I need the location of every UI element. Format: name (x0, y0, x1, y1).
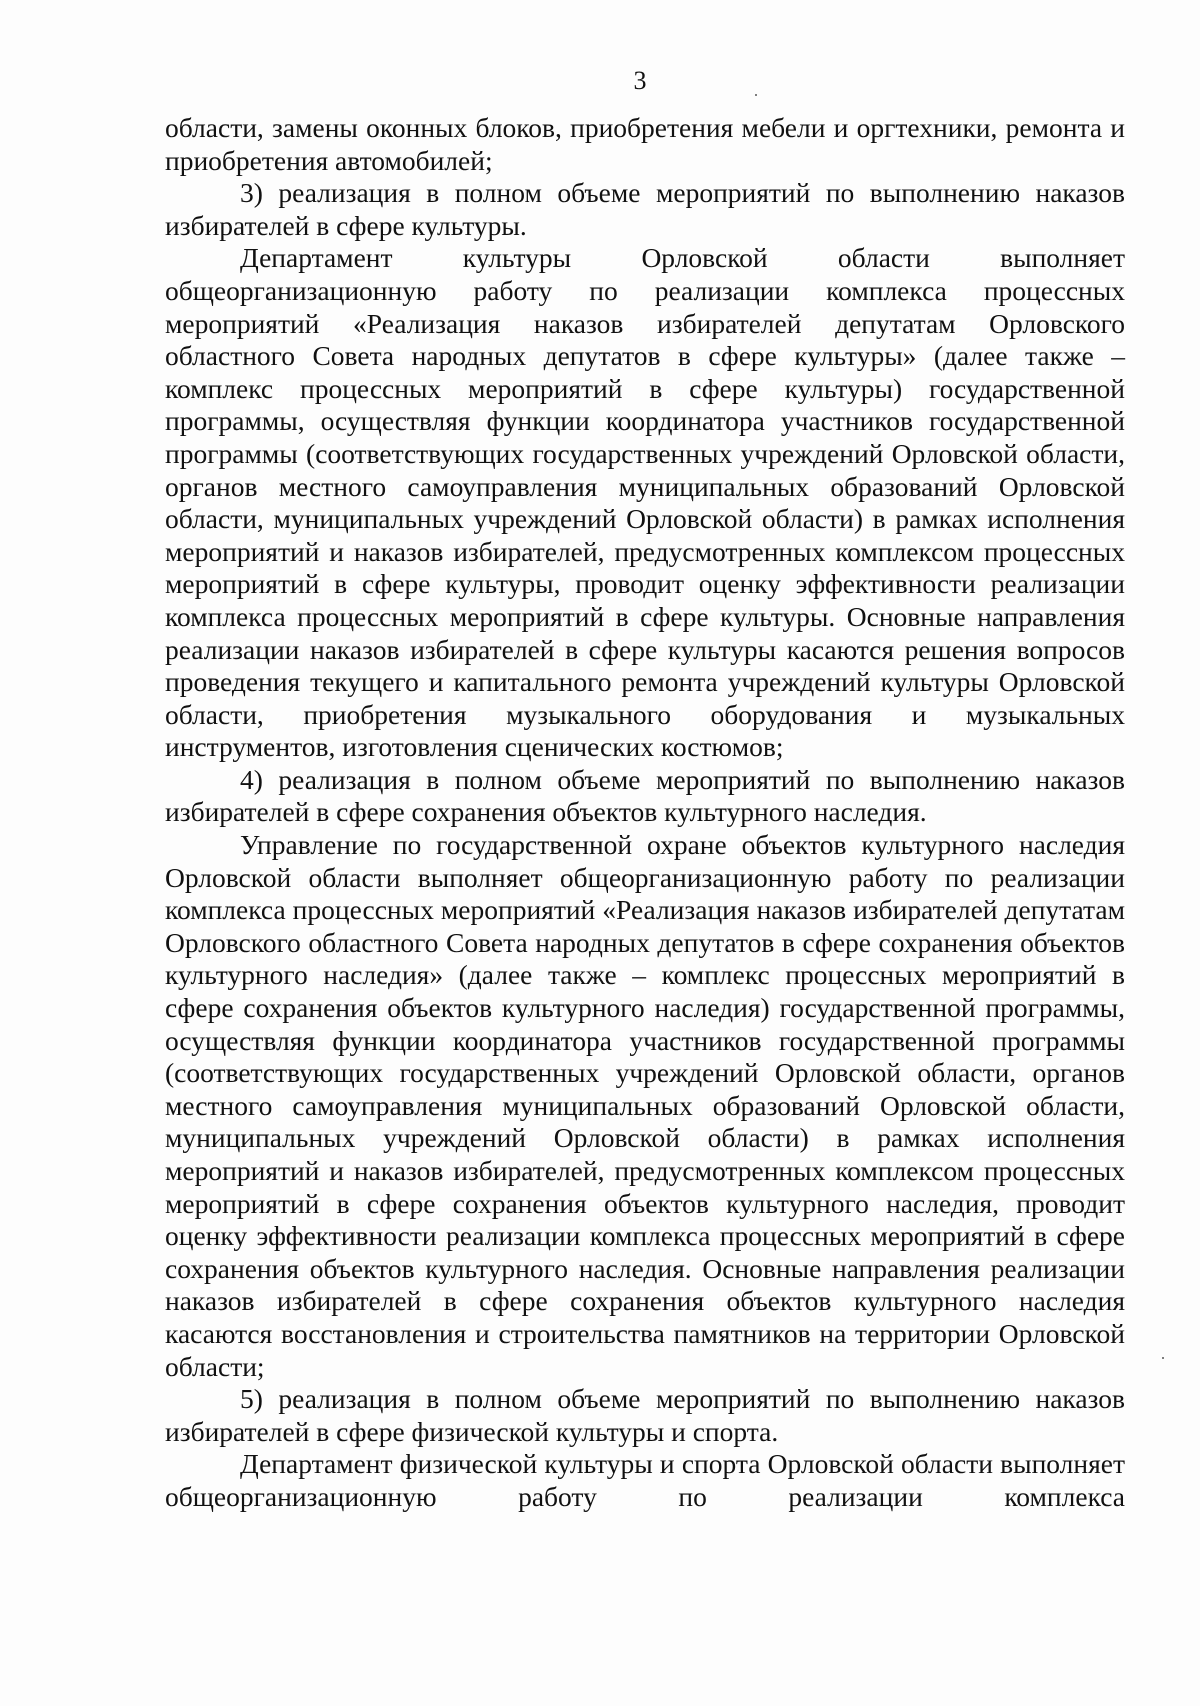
paragraph-7: Департамент физической культуры и спорта Орловской области выполняет общеорганизационную работу по реализации комплекса (165, 1448, 1125, 1512)
paragraph-1: области, замены оконных блоков, приобретения мебели и оргтехники, ремонта и приобретения автомобилей; (165, 112, 1125, 176)
paragraph-5: Управление по государственной охране объектов культурного наследия Орловской области выполняет общеорганизационную работу по реализации комплекса процессных мероприятий «Реализация наказов избирателей депутатам Орловского областного Совета народных депутатов в сфере сохранения объектов культурного наследия» (далее также – комплекс процессных мероприятий в сфере сохранения объектов культурного наследия) государственной программы, осуществляя функции координатора участников государственной программы (соответствующих государственных учреждений Орловской области, органов местного самоуправления муниципальных образований Орловской области, муниципальных учреждений Орловской области) в рамках исполнения мероприятий и наказов избирателей, предусмотренных комплексом процессных мероприятий в сфере сохранения объектов культурного наследия, проводит оценку эффективности реализации комплекса процессных мероприятий в сфере сохранения объектов культурного наследия. Основные направления реализации наказов избирателей в сфере сохранения объектов культурного наследия касаются восстановления и строительства памятников на территории Орловской области; (165, 829, 1125, 1382)
page-number: 3 (633, 66, 647, 95)
scan-speck (755, 94, 757, 96)
scan-speck (1162, 1357, 1164, 1359)
paragraph-3: Департамент культуры Орловской области выполняет общеорганизационную работу по реализации комплекса процессных мероприятий «Реализация наказов избирателей депутатам Орловского областного Совета народных депутатов в сфере культуры» (далее также – комплекс процессных мероприятий в сфере культуры) государственной программы, осуществляя функции координатора участников государственной программы (соответствующих государственных учреждений Орловской области, органов местного самоуправления муниципальных образований Орловской области, муниципальных учреждений Орловской области) в рамках исполнения мероприятий и наказов избирателей, предусмотренных комплексом процессных мероприятий в сфере культуры, проводит оценку эффективности реализации комплекса процессных мероприятий в сфере культуры. Основные направления реализации наказов избирателей в сфере культуры касаются решения вопросов проведения текущего и капитального ремонта учреждений культуры Орловской области, приобретения музыкального оборудования и музыкальных инструментов, изготовления сценических костюмов; (165, 242, 1125, 763)
paragraph-4: 4) реализация в полном объеме мероприятий по выполнению наказов избирателей в сфере сохранения объектов культурного наследия. (165, 763, 1125, 828)
document-body (165, 112, 1125, 1514)
paragraph-6: 5) реализация в полном объеме мероприятий по выполнению наказов избирателей в сфере физической культуры и спорта. (165, 1383, 1125, 1447)
paragraph-2: 3) реализация в полном объеме мероприятий по выполнению наказов избирателей в сфере культуры. (165, 177, 1125, 241)
